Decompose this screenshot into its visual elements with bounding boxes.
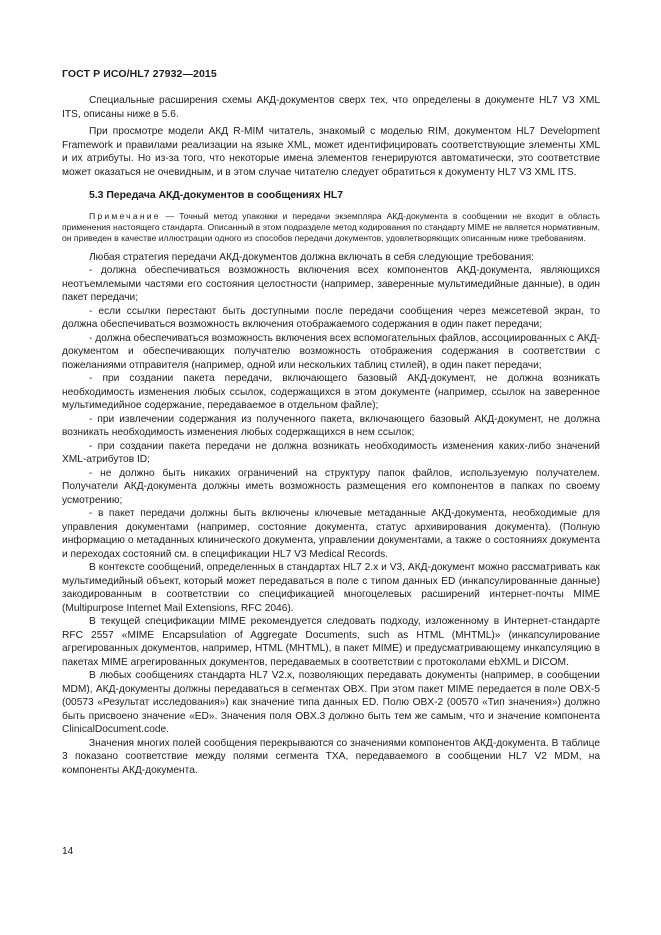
list-item: - при извлечении содержания из полученного пакета, включающего базовый АКД-документ, не должна возникать необходимость изменения любых содержащихся в нем ссылок; xyxy=(62,413,600,439)
document-content xyxy=(62,94,600,777)
paragraph: В текущей спецификации MIME рекомендуется следовать подходу, изложенному в Интернет-стандарте RFC 2557 «MIME Encapsulation of Aggregate Documents, such as HTML (MHTML)» (инкапсулирование агрегированных документов, например, HTML (MHTML), в пакет MIME) и предусматривающему инкапсуляцию в пакетах MIME агрегированных документов, передаваемых в соответствии с протоколами ebXML и DICOM. xyxy=(62,616,600,668)
list-item: - при создании пакета передачи, включающего базовый АКД-документ, не должна возникать необходимость изменения любых ссылок, содержащихся в этом документе (например, ссылок на заверенное мультимедийное содержание, передаваемое в отдельном файле); xyxy=(62,373,600,412)
list-item: - должна обеспечиваться возможность включения всех вспомогательных файлов, ассоциированных с АКД-документом и обеспечивающих получателю возможность отображения содержания в соответствии с пожеланиями отправителя (например, одной или нескольких таблиц стилей), в один пакет передачи; xyxy=(62,332,600,371)
note-text: — Точный метод упаковки и передачи экземпляра АКД-документа в сообщении не входит в область применения настоящего стандарта. Описанный в этом подразделе метод кодирования по стандарту MIME не является нормативным, он приведен в качестве иллюстрации одного из способов передачи документов, удовлетворяющих описанным ниже требованиям. xyxy=(62,210,600,244)
paragraph: Специальные расширения схемы АКД-документов сверх тех, что определены в документе HL7 V3 XML ITS, описаны ниже в 5.6. xyxy=(62,95,600,120)
note xyxy=(62,211,600,245)
list-item: - при создании пакета передачи не должна возникать необходимость изменения каких-либо значений XML-атрибутов ID; xyxy=(62,440,600,466)
paragraph: При просмотре модели АКД R-MIM читатель, знакомый с моделью RIM, документом HL7 Development Framework и правилами реализации на языке XML, может идентифицировать соответствующие элементы XML и их атрибуты. Но из-за того, что некоторые имена элементов генерируются автоматически, это соответствие может оказаться не очевидным, и в этом случае читателю следует обратиться к документу HL7 V3 XML ITS. xyxy=(62,126,600,178)
list-item: - если ссылки перестают быть доступными после передачи сообщения через межсетевой экран, то должна обеспечиваться возможность включения отображаемого содержания в один пакет передачи; xyxy=(62,305,600,331)
list-item: - в пакет передачи должны быть включены ключевые метаданные АКД-документа, необходимые для управления документами (например, состояние документа, статус архивирования документа). (Полную информацию о метаданных клинического документа, управлении документами, а также о состояниях документа и переходах состояний см. в спецификации HL7 V3 Medical Records. xyxy=(62,508,600,560)
note-label: Примечание xyxy=(89,210,161,221)
section-heading: 5.3 Передача АКД-документов в сообщениях HL7 xyxy=(89,190,344,201)
paragraph: В контексте сообщений, определенных в стандартах HL7 2.x и V3, АКД-документ можно рассматривать как мультимедийный объект, который может передаваться в поле с типом данных ED (инкапсулированные данные) закодированным в соответствии со спецификацией многоцелевых расширений интернет-почты MIME (Multipurpose Internet Mail Extensions, RFC 2046). xyxy=(62,562,600,614)
page-number: 14 xyxy=(62,846,74,857)
paragraph: Значения многих полей сообщения перекрываются со значениями компонентов АКД-документа. В таблице 3 показано соответствие между полями сегмента TXA, передаваемого в сообщении HL7 V2 MDM, на компоненты АКД-документа. xyxy=(62,737,600,776)
paragraph: В любых сообщениях стандарта HL7 V2.x, позволяющих передавать документы (например, в сообщении MDM), АКД-документы должны передаваться в сегментах OBX. При этом пакет MIME передается в поле OBX-5 (00573 «Результат исследования») как значение типа данных ED. Полю OBX-2 (00570 «Тип значения») должно быть присвоено значение «ED». Значения поля OBX.3 должно быть тем же самым, что и значение компонента ClinicalDocument.code. xyxy=(62,670,600,736)
document-header: ГОСТ Р ИСО/HL7 27932—2015 xyxy=(62,68,217,80)
list-item: - должна обеспечиваться возможность включения всех компонентов АКД-документа, являющихся неотъемлемыми частями его состояния целостности (например, заверенные мультимедийные данные), в один пакет передачи; xyxy=(62,265,600,304)
list-item: - не должно быть никаких ограничений на структуру папок файлов, используемую получателем. Получатели АКД-документа должны иметь возможность размещения его компонентов в папках по своему усмотрению; xyxy=(62,467,600,506)
paragraph: Любая стратегия передачи АКД-документов должна включать в себя следующие требования: xyxy=(89,251,534,263)
